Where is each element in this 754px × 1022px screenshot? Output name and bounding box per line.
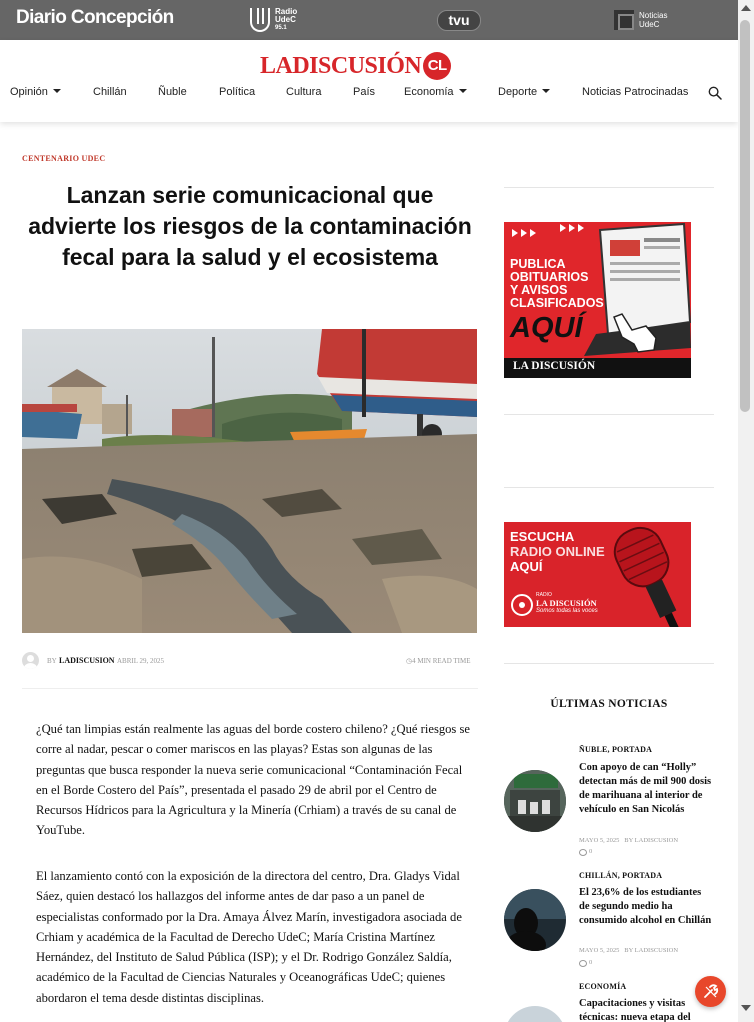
sidebar-divider bbox=[504, 414, 714, 415]
chevron-down-icon bbox=[53, 89, 61, 93]
comment-count[interactable]: 0 bbox=[589, 848, 593, 855]
ad-obituarios-line1: PUBLICA bbox=[510, 257, 566, 271]
comment-icon bbox=[579, 849, 587, 856]
scroll-up-arrow-icon[interactable] bbox=[741, 5, 751, 11]
ad-obituarios-cta: AQUÍ bbox=[510, 312, 583, 344]
wrench-icon bbox=[695, 976, 726, 1007]
byline-divider bbox=[22, 688, 478, 689]
noticias-udec-label: UdeC bbox=[639, 20, 660, 29]
radio-label: Radio bbox=[275, 7, 298, 16]
logo-cl-badge: CL bbox=[423, 52, 451, 80]
scroll-down-arrow-icon[interactable] bbox=[741, 1005, 751, 1011]
radio-udec-link[interactable] bbox=[250, 8, 297, 32]
ad-radio-online-banner[interactable] bbox=[504, 522, 691, 627]
ad-obituarios-line2: OBITUARIOS bbox=[510, 270, 589, 284]
news-meta: MAYO 5, 2025 BY LADISCUSION bbox=[579, 837, 679, 844]
article-byline bbox=[22, 652, 478, 672]
nav-item-patrocinadas[interactable]: Noticias Patrocinadas bbox=[582, 86, 689, 98]
news-thumbnail[interactable] bbox=[504, 1006, 566, 1022]
site-logo[interactable] bbox=[260, 52, 451, 80]
article-date: ABRIL 29, 2025 bbox=[117, 657, 164, 665]
latest-news-heading: ÚLTIMAS NOTICIAS bbox=[550, 698, 668, 710]
author-avatar[interactable] bbox=[22, 652, 39, 669]
ad-radio-brand-small: RADIO bbox=[536, 592, 552, 598]
ad-obituarios-line3: Y AVISOS bbox=[510, 283, 568, 297]
logo-la: LA bbox=[260, 52, 293, 79]
article-paragraph: El lanzamiento contó con la exposición de la directora del centro, Dra. Gladys Vidal Sáez, quien destacó los hallazgos del informe antes de dar paso a un panel de especialistas conformado por la Dra. Amaya Álvez Marín, investigadora asociada de Crhiam y académica de la Facultad de Derecho UdeC; María Cristina Martínez Hernández, del Instituto de Salud Pública (ISP); y el Dr. Rodrigo González Saldía, académico de la Facultad de Ciencias Naturales y Oceanográficas UdeC; quienes abordaron el tema desde distintas disciplinas. bbox=[36, 869, 462, 1005]
chevron-down-icon bbox=[459, 89, 467, 93]
byline-by: BY bbox=[47, 657, 57, 665]
nav-item-politica[interactable]: Política bbox=[219, 86, 256, 98]
logo-discusion: DISCUSIÓN bbox=[292, 52, 422, 79]
ad-radio-line2: RADIO ONLINE bbox=[510, 544, 605, 559]
article-category[interactable]: CENTENARIO UDEC bbox=[22, 154, 106, 163]
nav-item-cultura[interactable]: Cultura bbox=[286, 86, 322, 98]
radio-frequency: 95.1 bbox=[275, 25, 287, 31]
news-thumbnail[interactable] bbox=[504, 770, 566, 832]
article-hero-image bbox=[22, 329, 477, 633]
news-category[interactable]: ECONOMÍA bbox=[579, 982, 627, 991]
sidebar-divider bbox=[504, 487, 714, 488]
ad-radio-line1: ESCUCHA bbox=[510, 529, 575, 544]
news-title-link[interactable]: El 23,6% de los estudiantes de segundo medio ha consumido alcohol en Chillán bbox=[579, 887, 712, 926]
ad-obituarios-line4: CLASIFICADOS bbox=[510, 296, 604, 310]
nav-item-economia[interactable]: Economía bbox=[404, 86, 467, 98]
search-icon[interactable] bbox=[708, 86, 722, 100]
scrollbar-thumb[interactable] bbox=[740, 20, 750, 412]
news-category[interactable]: ÑUBLE, PORTADA bbox=[579, 745, 653, 754]
tvu-link[interactable]: tvu bbox=[437, 10, 481, 31]
ad-radio-slogan: Somos todas las voces bbox=[536, 608, 598, 614]
nav-item-deporte[interactable]: Deporte bbox=[498, 86, 550, 98]
news-title-link[interactable]: Con apoyo de can “Holly” detectan más de mil 900 dosis de marihuana al interior de vehículo en San Nicolás bbox=[579, 762, 712, 815]
news-thumbnail[interactable] bbox=[504, 889, 566, 951]
ad-obituarios-banner[interactable] bbox=[504, 222, 691, 378]
author-link[interactable]: LADISCUSION bbox=[59, 656, 115, 665]
masthead bbox=[0, 40, 738, 122]
ad-radio-brand: LA DISCUSIÓN bbox=[536, 598, 597, 608]
read-time: ◷4 MIN READ TIME bbox=[406, 657, 471, 665]
noticias-udec-link[interactable] bbox=[614, 10, 667, 30]
sidebar-divider bbox=[504, 663, 714, 664]
main-nav bbox=[0, 86, 738, 110]
ad-radio-line3: AQUÍ bbox=[510, 559, 543, 574]
article-paragraph: ¿Qué tan limpias están realmente las aguas del borde costero chileno? ¿Qué riesgos se corre al nadar, pescar o comer mariscos en las playas? Estas son algunas de las preguntas que busca responder la nueva serie comunicacional “Contaminación Fecal en el Borde Costero del País”, presentada el pasado 29 de abril por el Centro de Recursos Hídricos para la Agricultura y la Minería (Crhiam) a través de su canal de YouTube. bbox=[36, 722, 470, 838]
nav-item-pais[interactable]: País bbox=[353, 86, 376, 98]
sidebar-divider bbox=[504, 187, 714, 188]
nav-item-opinion[interactable]: Opinión bbox=[10, 86, 61, 98]
comment-count[interactable]: 0 bbox=[589, 959, 593, 966]
chevron-down-icon bbox=[542, 89, 550, 93]
network-bar bbox=[0, 0, 738, 40]
diario-concepcion-link[interactable]: Diario Concepción bbox=[16, 7, 174, 28]
nav-item-nuble[interactable]: Ñuble bbox=[158, 86, 187, 98]
noticias-udec-logo-icon bbox=[614, 10, 634, 30]
ad-obituarios-brand: LA DISCUSIÓN bbox=[513, 360, 596, 372]
clock-icon: ◷ bbox=[406, 657, 413, 665]
noticias-label: Noticias bbox=[639, 11, 668, 20]
nav-item-chillan[interactable]: Chillán bbox=[93, 86, 127, 98]
comment-icon bbox=[579, 960, 587, 967]
radio-udec-logo-icon bbox=[250, 8, 270, 32]
news-title-link[interactable]: Capacitaciones y visitas técnicas: nueva etapa del bbox=[579, 998, 691, 1022]
news-category[interactable]: CHILLÁN, PORTADA bbox=[579, 871, 663, 880]
news-meta: MAYO 5, 2025 BY LADISCUSION bbox=[579, 947, 679, 954]
article-title: Lanzan serie comunicacional que advierte los riesgos de la contaminación fecal para la salud y el ecosistema bbox=[28, 182, 472, 270]
floating-tool-button[interactable] bbox=[695, 976, 726, 1007]
radio-udec-label: UdeC bbox=[275, 15, 296, 24]
